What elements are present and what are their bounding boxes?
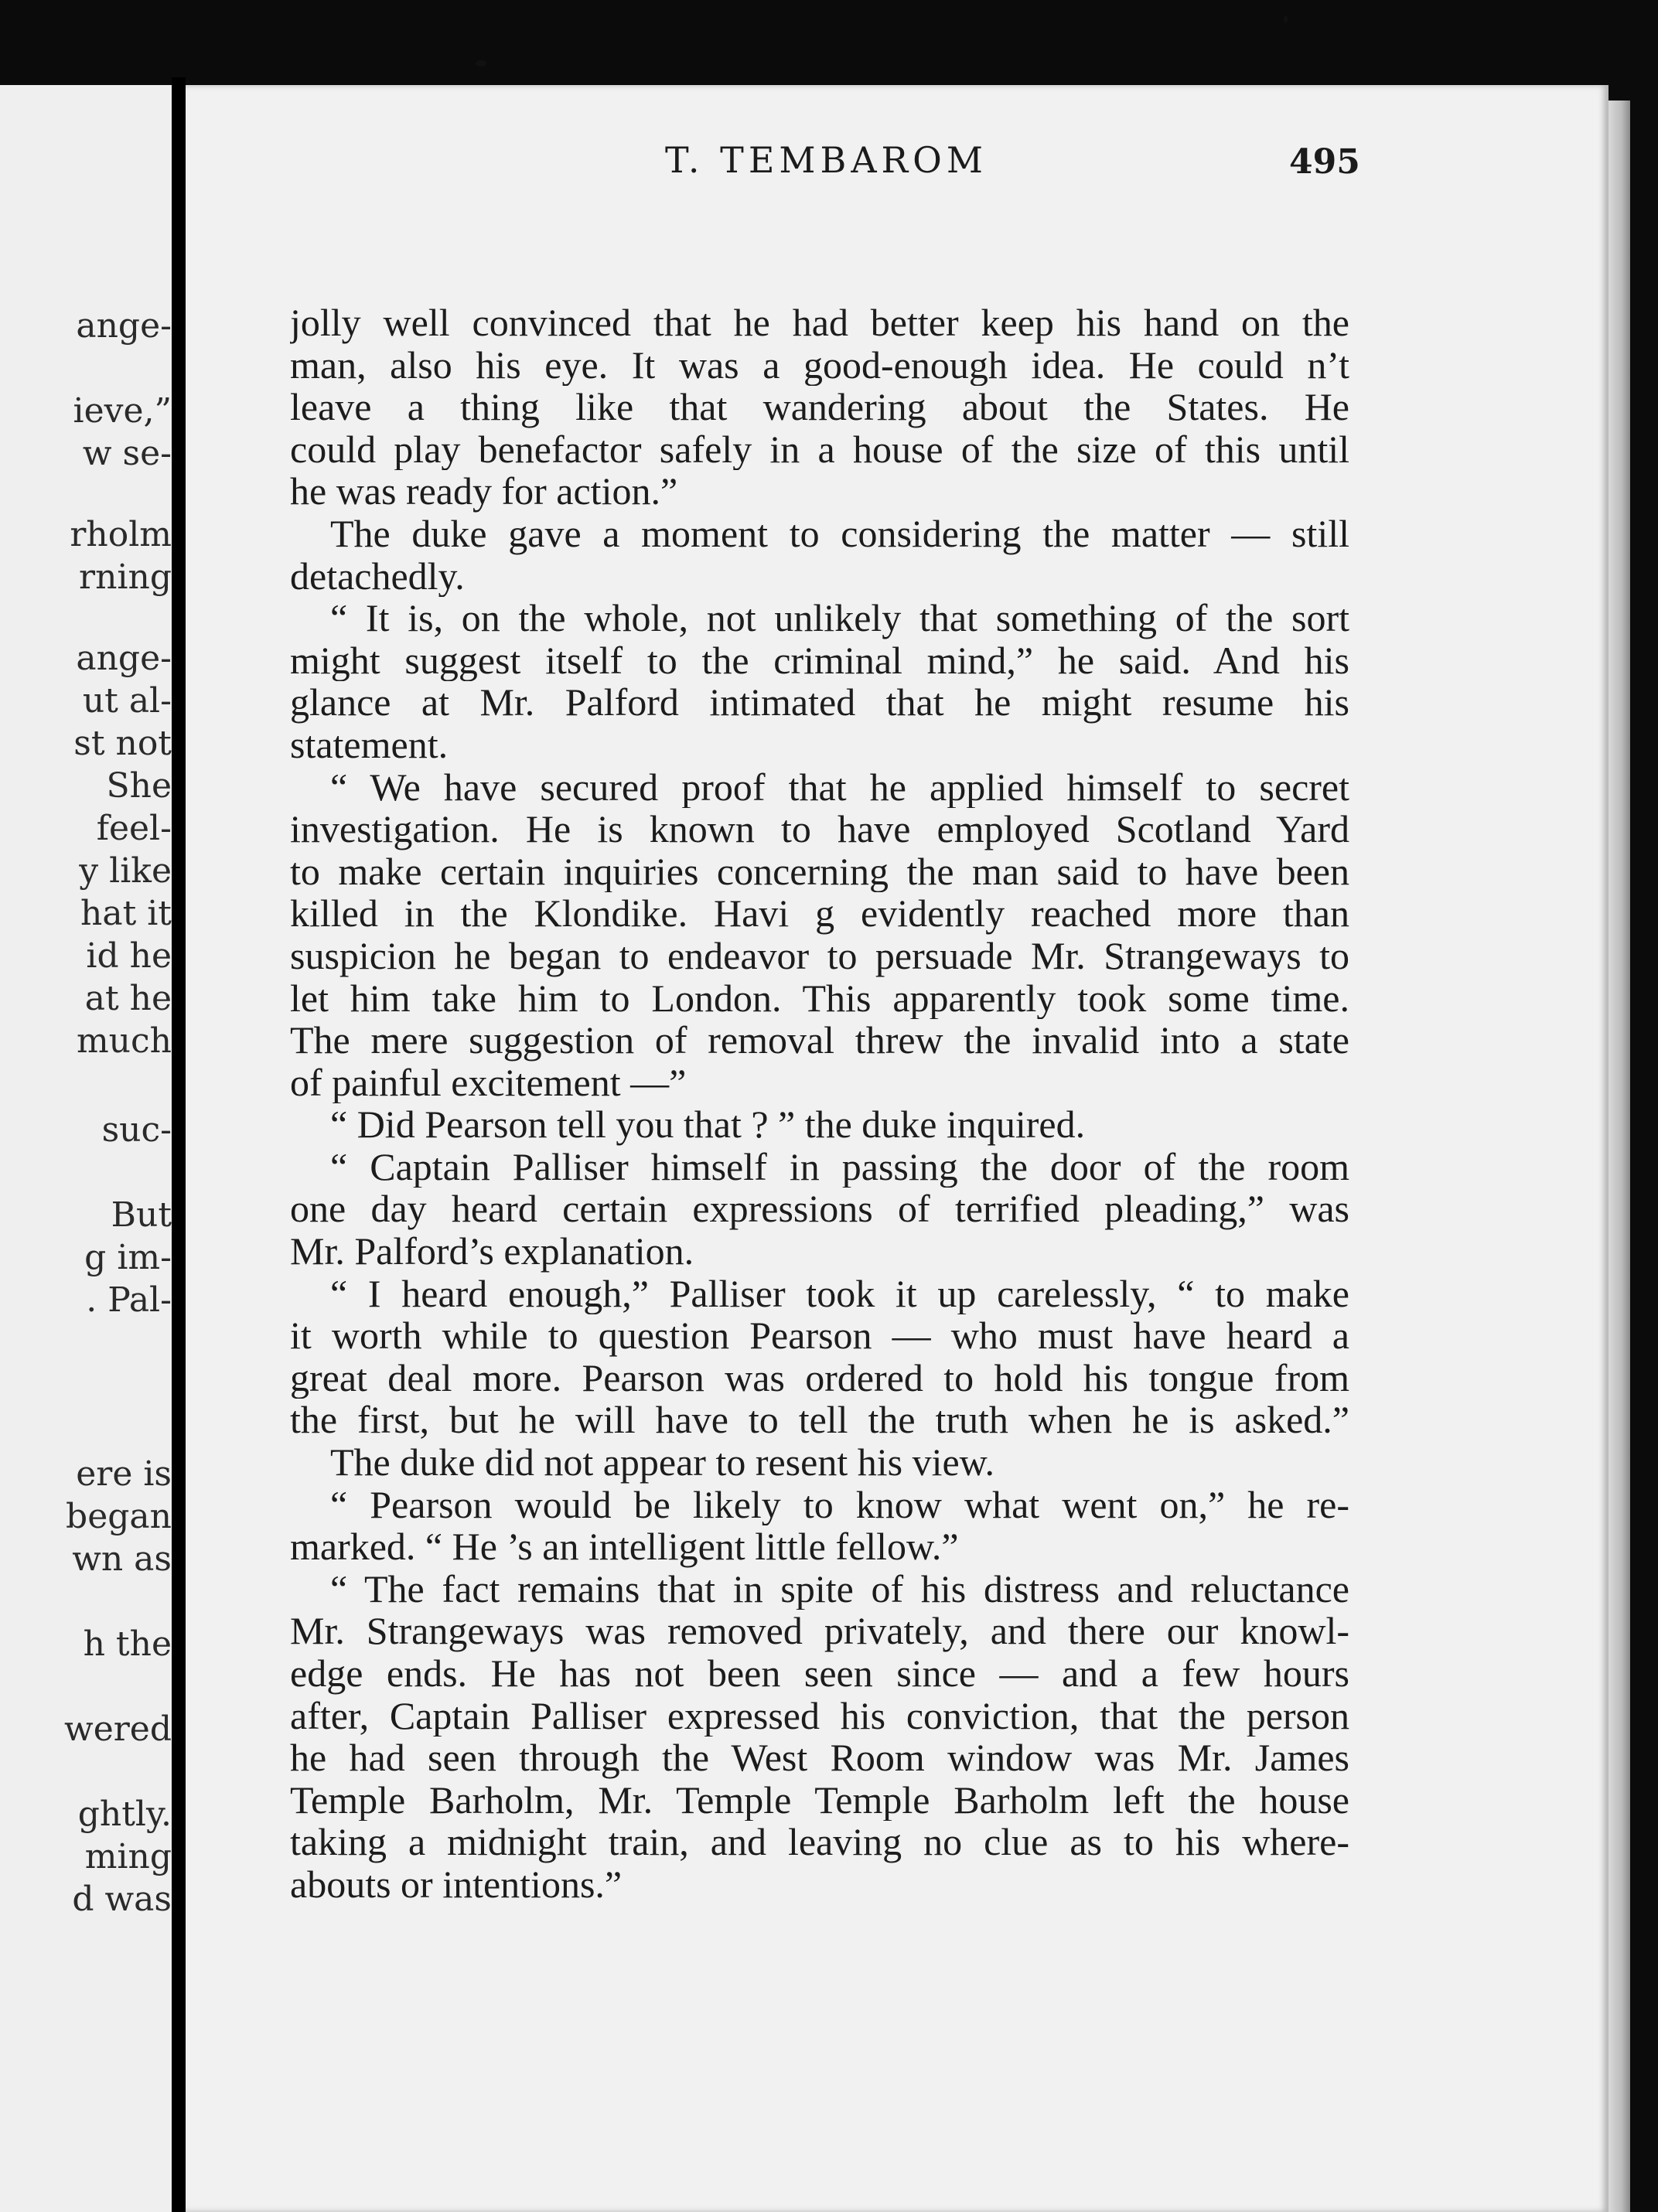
left-page-fragment: at he: [84, 979, 172, 1018]
dust-speck: [476, 60, 486, 66]
left-page-fragment: g im-: [84, 1238, 172, 1277]
text-line: “ Captain Palliser himself in passing the door of the room: [330, 1145, 1349, 1188]
left-page-fragment: w se-: [82, 434, 172, 473]
dust-speck: [1284, 15, 1288, 23]
text-line: “ Pearson would be likely to know what went on,” he re-: [330, 1483, 1349, 1526]
left-page-fragment: suc-: [101, 1110, 172, 1150]
text-line: investigation. He is known to have employed Scotland Yard: [290, 808, 1349, 850]
text-line: “ We have secured proof that he applied himself to secret: [330, 765, 1349, 809]
text-line: to make certain inquiries concerning the man said to have been: [290, 850, 1349, 893]
left-page-fragment: But: [111, 1195, 172, 1235]
left-page-fragment: rning: [79, 557, 172, 597]
text-line: leave a thing like that wandering about the States. He: [290, 386, 1349, 428]
left-page-fragment: much: [76, 1021, 172, 1061]
text-line: he was ready for action.”: [290, 470, 678, 513]
left-page-fragment: ere is: [76, 1454, 172, 1494]
text-line: “ It is, on the whole, not unlikely that something of the sort: [330, 597, 1349, 639]
left-page-fragment: y like: [79, 851, 172, 891]
text-line: Mr. Palford’s explanation.: [290, 1230, 694, 1273]
page-edge-stack: [1609, 101, 1630, 2212]
text-line: “ The fact remains that in spite of his distress and reluctance: [330, 1567, 1349, 1610]
text-line: let him take him to London. This apparently took some time.: [290, 976, 1349, 1020]
text-line: suspicion he began to endeavor to persuade Mr. Strangeways to: [290, 934, 1349, 977]
text-line: could play benefactor safely in a house of the size of this until: [290, 428, 1349, 471]
left-page-fragment: ieve,”: [73, 391, 172, 431]
left-page-fragment: feel-: [96, 809, 172, 848]
text-line: he had seen through the West Room window was Mr. James: [290, 1737, 1349, 1779]
running-head: [186, 139, 1609, 186]
left-page-fragment: rholm: [70, 515, 172, 554]
left-page-fragment: She: [106, 766, 172, 806]
text-line: jolly well convinced that he had better keep his hand on the: [290, 302, 1349, 344]
left-page-fragment: wered: [64, 1709, 172, 1749]
left-page-fragment: ut al-: [82, 681, 172, 721]
text-line: edge ends. He has not been seen since — and a few hours: [290, 1652, 1349, 1695]
left-page-fragment: began: [66, 1497, 172, 1536]
text-line: glance at Mr. Palford intimated that he might resume his: [290, 681, 1349, 724]
body-text: [290, 302, 1349, 1906]
text-line: one day heard certain expressions of terrified pleading,” was: [290, 1188, 1349, 1231]
left-page-fragment: ghtly.: [77, 1794, 172, 1834]
text-line: marked. “ He ’s an intelligent little fellow.”: [290, 1525, 959, 1568]
text-line: it worth while to question Pearson — who must have heard a: [290, 1314, 1349, 1357]
text-line: “ Did Pearson tell you that ? ” the duke inquired.: [330, 1103, 1086, 1146]
text-line: man, also his eye. It was a good-enough idea. He could n’t: [290, 343, 1349, 387]
left-page-fragment: ange-: [76, 306, 172, 346]
left-page-fragment: id he: [86, 936, 172, 976]
left-page-fragment: wn as: [72, 1539, 172, 1579]
text-line: The mere suggestion of removal threw the invalid into a state: [290, 1019, 1349, 1062]
text-line: of painful excitement —”: [290, 1061, 687, 1104]
text-line: The duke did not appear to resent his view.: [330, 1441, 995, 1484]
text-line: statement.: [290, 723, 449, 766]
text-line: killed in the Klondike. Havi g evidently reached more than: [290, 892, 1349, 935]
left-page-fragment: st not: [73, 724, 172, 763]
text-line: great deal more. Pearson was ordered to hold his tongue from: [290, 1356, 1349, 1399]
book-gutter: [172, 77, 186, 2212]
left-page-fragment: ange-: [76, 639, 172, 678]
text-line: the first, but he will have to tell the truth when he is asked.”: [290, 1399, 1349, 1442]
page-number: 495: [1289, 142, 1360, 182]
text-line: Mr. Strangeways was removed privately, and there our knowl-: [290, 1610, 1349, 1652]
facing-page-left: [0, 85, 172, 2212]
text-line: after, Captain Palliser expressed his conviction, that the person: [290, 1694, 1349, 1737]
text-line: abouts or intentions.”: [290, 1863, 623, 1906]
left-page-fragment: . Pal-: [86, 1280, 172, 1320]
text-line: might suggest itself to the criminal mind,” he said. And his: [290, 639, 1349, 682]
text-line: Temple Barholm, Mr. Temple Temple Barholm left the house: [290, 1778, 1349, 1822]
text-line: “ I heard enough,” Palliser took it up carelessly, “ to make: [330, 1272, 1349, 1315]
left-page-fragment: d was: [72, 1880, 172, 1919]
running-title: T. TEMBAROM: [665, 139, 988, 181]
text-line: The duke gave a moment to considering the matter — still: [330, 512, 1349, 555]
text-line: detachedly.: [290, 554, 465, 598]
text-line: taking a midnight train, and leaving no clue as to his where-: [290, 1821, 1349, 1863]
left-page-fragment: hat it: [80, 894, 172, 933]
left-page-fragment: ming: [84, 1837, 172, 1876]
left-page-fragment: h the: [83, 1624, 172, 1664]
